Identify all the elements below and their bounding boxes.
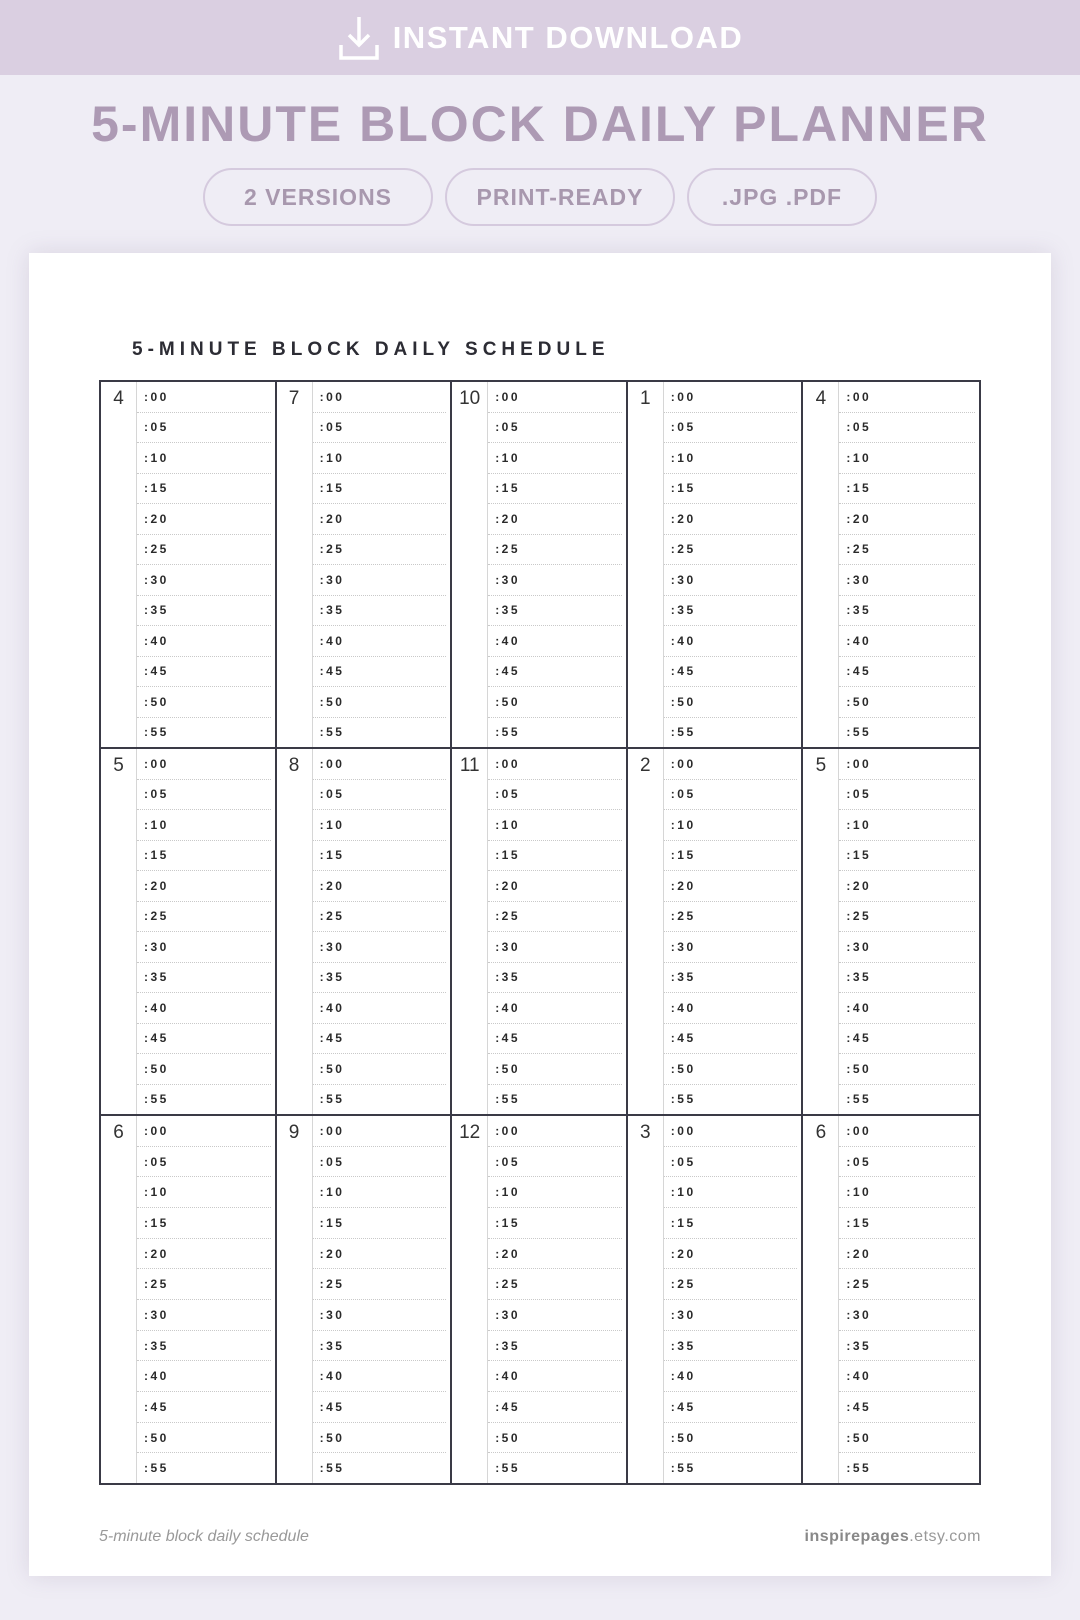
time-slot: :40 (137, 1361, 271, 1392)
time-slot: :15 (664, 474, 798, 505)
time-slot: :45 (137, 1024, 271, 1055)
time-slot: :30 (839, 932, 975, 963)
time-slot: :20 (313, 504, 447, 535)
schedule-title: 5-MINUTE BLOCK DAILY SCHEDULE (132, 339, 610, 360)
time-slot: :55 (495, 1461, 521, 1476)
time-slot: :40 (313, 993, 447, 1024)
time-slot: :55 (495, 1092, 521, 1107)
time-slot: :00 (313, 749, 447, 780)
time-slot: :35 (839, 596, 975, 627)
time-slot: :50 (664, 1423, 798, 1454)
time-slot: :00 (488, 382, 622, 413)
time-slot: :10 (313, 810, 447, 841)
time-slot: :00 (664, 382, 798, 413)
time-slot: :05 (839, 1147, 975, 1178)
hour-label: 1 (628, 382, 664, 747)
time-slot: :35 (488, 596, 622, 627)
time-slot: :10 (664, 1177, 798, 1208)
time-slot: :40 (313, 1361, 447, 1392)
pill-versions: 2 VERSIONS (203, 168, 433, 226)
time-slot: :40 (488, 626, 622, 657)
time-slot: :20 (137, 871, 271, 902)
hour-label: 12 (452, 1116, 488, 1483)
time-slot: :50 (313, 1423, 447, 1454)
time-slot: :10 (313, 1177, 447, 1208)
time-slot: :50 (664, 687, 798, 718)
time-slot: :55 (144, 1461, 169, 1476)
shop-name: inspirepages (804, 1528, 910, 1545)
time-slot: :25 (137, 535, 271, 566)
time-slot: :40 (664, 626, 798, 657)
time-slot: :25 (488, 902, 622, 933)
time-slot: :55 (670, 1461, 696, 1476)
time-slot: :05 (137, 780, 271, 811)
time-slot: :05 (313, 413, 447, 444)
time-slot: :45 (313, 1024, 447, 1055)
time-slot: :00 (137, 1116, 271, 1147)
time-slot: :15 (839, 841, 975, 872)
time-slot: :00 (137, 749, 271, 780)
time-slot: :55 (846, 1092, 872, 1107)
time-slot: :50 (488, 1054, 622, 1085)
time-slot: :05 (839, 780, 975, 811)
time-slots (839, 1116, 979, 1483)
time-slot: :35 (664, 596, 798, 627)
planner-page (29, 253, 1051, 1576)
hour-block (452, 1116, 628, 1483)
time-slot: :25 (137, 902, 271, 933)
shop-domain: .etsy.com (909, 1528, 981, 1545)
time-slot: :45 (839, 1024, 975, 1055)
footer-shop-url (805, 1528, 981, 1546)
time-slot: :30 (488, 932, 622, 963)
time-slot: :50 (137, 1054, 271, 1085)
time-slot: :10 (488, 810, 622, 841)
hour-label: 4 (803, 382, 839, 747)
hour-label: 8 (277, 749, 313, 1114)
time-slot: :20 (137, 504, 271, 535)
time-slot: :05 (137, 1147, 271, 1178)
time-slot: :15 (664, 1208, 798, 1239)
time-slot: :50 (839, 1423, 975, 1454)
time-slot: :25 (488, 1269, 622, 1300)
time-slots (839, 749, 979, 1114)
time-slot: :45 (664, 1024, 798, 1055)
time-slot: :15 (313, 1208, 447, 1239)
time-slot: :00 (313, 1116, 447, 1147)
time-slot: :15 (488, 1208, 622, 1239)
download-icon (337, 15, 381, 61)
feature-pills (0, 168, 1080, 226)
hour-block (803, 382, 979, 749)
pill-formats: .JPG .PDF (687, 168, 877, 226)
time-slot: :10 (137, 810, 271, 841)
time-slot: :40 (137, 626, 271, 657)
hour-label: 10 (452, 382, 488, 747)
time-slot: :40 (839, 626, 975, 657)
time-slots (313, 1116, 451, 1483)
time-slot: :15 (664, 841, 798, 872)
time-slot: :35 (839, 1331, 975, 1362)
time-slot: :20 (839, 871, 975, 902)
time-slot: :25 (313, 535, 447, 566)
time-slot: :50 (137, 687, 271, 718)
hour-block (803, 1116, 979, 1483)
time-slot: :10 (137, 1177, 271, 1208)
time-slot: :20 (488, 871, 622, 902)
time-slot: :40 (664, 993, 798, 1024)
time-slot: :35 (137, 1331, 271, 1362)
time-slot: :05 (839, 413, 975, 444)
time-slot: :10 (488, 443, 622, 474)
time-slot: :00 (488, 1116, 622, 1147)
time-slot: :15 (137, 474, 271, 505)
time-slot: :55 (319, 1461, 345, 1476)
hour-label: 6 (101, 1116, 137, 1483)
time-slot: :10 (839, 1177, 975, 1208)
time-slot: :15 (313, 841, 447, 872)
time-slots (488, 1116, 626, 1483)
time-slot: :25 (488, 535, 622, 566)
time-slots (839, 382, 979, 747)
hour-label: 6 (803, 1116, 839, 1483)
time-slot: :05 (664, 780, 798, 811)
time-slot: :55 (670, 1092, 696, 1107)
time-slot: :50 (313, 687, 447, 718)
time-slot: :20 (137, 1239, 271, 1270)
time-slot: :25 (664, 902, 798, 933)
time-slot: :40 (488, 993, 622, 1024)
time-slot: :30 (137, 1300, 271, 1331)
hour-block (277, 749, 453, 1116)
time-slot: :45 (313, 1392, 447, 1423)
time-slot: :20 (488, 1239, 622, 1270)
time-slot: :10 (313, 443, 447, 474)
time-slot: :35 (313, 1331, 447, 1362)
time-slot: :20 (664, 871, 798, 902)
time-slot: :25 (313, 1269, 447, 1300)
time-slot: :20 (664, 1239, 798, 1270)
time-slots (137, 749, 275, 1114)
hour-label: 7 (277, 382, 313, 747)
time-slot: :15 (839, 1208, 975, 1239)
time-slot: :05 (664, 1147, 798, 1178)
time-slot: :20 (839, 1239, 975, 1270)
hour-block (277, 382, 453, 749)
time-slot: :55 (144, 1092, 169, 1107)
hour-label: 4 (101, 382, 137, 747)
time-slot: :00 (839, 1116, 975, 1147)
hour-block (101, 382, 277, 749)
time-slot: :50 (839, 1054, 975, 1085)
time-slot: :25 (839, 535, 975, 566)
time-slot: :50 (488, 1423, 622, 1454)
hour-block (452, 382, 628, 749)
hour-block (803, 749, 979, 1116)
time-slot: :00 (488, 749, 622, 780)
time-slot: :00 (664, 749, 798, 780)
time-slot: :35 (664, 1331, 798, 1362)
time-slots (313, 382, 451, 747)
time-slot: :10 (839, 443, 975, 474)
hour-block (452, 749, 628, 1116)
time-slot: :10 (488, 1177, 622, 1208)
time-slot: :45 (313, 657, 447, 688)
hour-block (628, 749, 804, 1116)
time-slot: :15 (137, 841, 271, 872)
time-slot: :15 (839, 474, 975, 505)
time-slot: :55 (319, 1092, 345, 1107)
time-slot: :35 (488, 1331, 622, 1362)
hour-block (101, 749, 277, 1116)
time-slots (137, 382, 275, 747)
time-slot: :35 (488, 963, 622, 994)
time-slot: :00 (839, 749, 975, 780)
time-slot: :05 (313, 780, 447, 811)
time-slot: :30 (137, 565, 271, 596)
time-slot: :30 (313, 1300, 447, 1331)
time-slots (488, 382, 626, 747)
time-slot: :25 (839, 902, 975, 933)
time-slot: :45 (137, 657, 271, 688)
time-slots (664, 382, 802, 747)
time-slot: :35 (839, 963, 975, 994)
time-slot: :45 (137, 1392, 271, 1423)
pill-print-ready: PRINT-READY (445, 168, 675, 226)
hour-label: 2 (628, 749, 664, 1114)
time-slot: :30 (839, 565, 975, 596)
hour-block (277, 1116, 453, 1483)
time-slot: :25 (313, 902, 447, 933)
time-slot: :25 (664, 1269, 798, 1300)
time-slot: :55 (670, 725, 696, 740)
hour-label: 9 (277, 1116, 313, 1483)
time-slot: :15 (488, 841, 622, 872)
time-slots (488, 749, 626, 1114)
time-slot: :30 (313, 932, 447, 963)
time-slot: :25 (137, 1269, 271, 1300)
time-slot: :50 (313, 1054, 447, 1085)
time-slot: :30 (664, 1300, 798, 1331)
time-slot: :30 (313, 565, 447, 596)
time-slot: :45 (839, 1392, 975, 1423)
time-slot: :55 (846, 725, 872, 740)
time-slot: :50 (137, 1423, 271, 1454)
time-slot: :40 (664, 1361, 798, 1392)
time-slot: :20 (488, 504, 622, 535)
time-slot: :00 (839, 382, 975, 413)
time-slot: :10 (137, 443, 271, 474)
time-slot: :55 (319, 725, 345, 740)
hour-block (628, 382, 804, 749)
time-slot: :20 (313, 1239, 447, 1270)
time-slot: :10 (839, 810, 975, 841)
time-slot: :35 (137, 596, 271, 627)
time-slots (664, 1116, 802, 1483)
time-slots (137, 1116, 275, 1483)
time-slot: :15 (488, 474, 622, 505)
hour-block (628, 1116, 804, 1483)
time-slot: :25 (664, 535, 798, 566)
time-slot: :35 (313, 963, 447, 994)
time-slot: :30 (839, 1300, 975, 1331)
time-slot: :05 (488, 1147, 622, 1178)
time-slot: :40 (839, 1361, 975, 1392)
time-slot: :55 (495, 725, 521, 740)
time-slot: :50 (488, 687, 622, 718)
time-slot: :05 (137, 413, 271, 444)
time-slot: :45 (839, 657, 975, 688)
time-slot: :15 (137, 1208, 271, 1239)
footer-caption: 5-minute block daily schedule (99, 1528, 309, 1545)
time-slot: :30 (664, 565, 798, 596)
time-slot: :35 (137, 963, 271, 994)
hour-label: 5 (803, 749, 839, 1114)
time-slot: :00 (664, 1116, 798, 1147)
page-title: 5-MINUTE BLOCK DAILY PLANNER (91, 96, 989, 152)
time-slot: :10 (664, 810, 798, 841)
hour-label: 11 (452, 749, 488, 1114)
hour-label: 5 (101, 749, 137, 1114)
time-slot: :20 (313, 871, 447, 902)
time-slot: :00 (313, 382, 447, 413)
time-slot: :05 (313, 1147, 447, 1178)
time-slots (313, 749, 451, 1114)
schedule-grid (99, 380, 981, 1485)
time-slot: :05 (488, 780, 622, 811)
time-slot: :40 (839, 993, 975, 1024)
time-slot: :30 (137, 932, 271, 963)
time-slot: :35 (664, 963, 798, 994)
time-slot: :40 (137, 993, 271, 1024)
time-slot: :55 (144, 725, 169, 740)
time-slots (664, 749, 802, 1114)
time-slot: :05 (488, 413, 622, 444)
hour-block (101, 1116, 277, 1483)
instant-download-banner (0, 0, 1080, 75)
time-slot: :50 (664, 1054, 798, 1085)
time-slot: :40 (488, 1361, 622, 1392)
time-slot: :10 (664, 443, 798, 474)
banner-label: INSTANT DOWNLOAD (392, 19, 744, 55)
hour-label: 3 (628, 1116, 664, 1483)
time-slot: :40 (313, 626, 447, 657)
time-slot: :05 (664, 413, 798, 444)
time-slot: :25 (839, 1269, 975, 1300)
time-slot: :55 (846, 1461, 872, 1476)
time-slot: :15 (313, 474, 447, 505)
time-slot: :35 (313, 596, 447, 627)
time-slot: :45 (488, 1392, 622, 1423)
time-slot: :50 (839, 687, 975, 718)
time-slot: :45 (488, 657, 622, 688)
time-slot: :30 (488, 1300, 622, 1331)
time-slot: :45 (664, 1392, 798, 1423)
time-slot: :30 (488, 565, 622, 596)
time-slot: :20 (839, 504, 975, 535)
time-slot: :00 (137, 382, 271, 413)
time-slot: :30 (664, 932, 798, 963)
time-slot: :45 (488, 1024, 622, 1055)
time-slot: :20 (664, 504, 798, 535)
time-slot: :45 (664, 657, 798, 688)
